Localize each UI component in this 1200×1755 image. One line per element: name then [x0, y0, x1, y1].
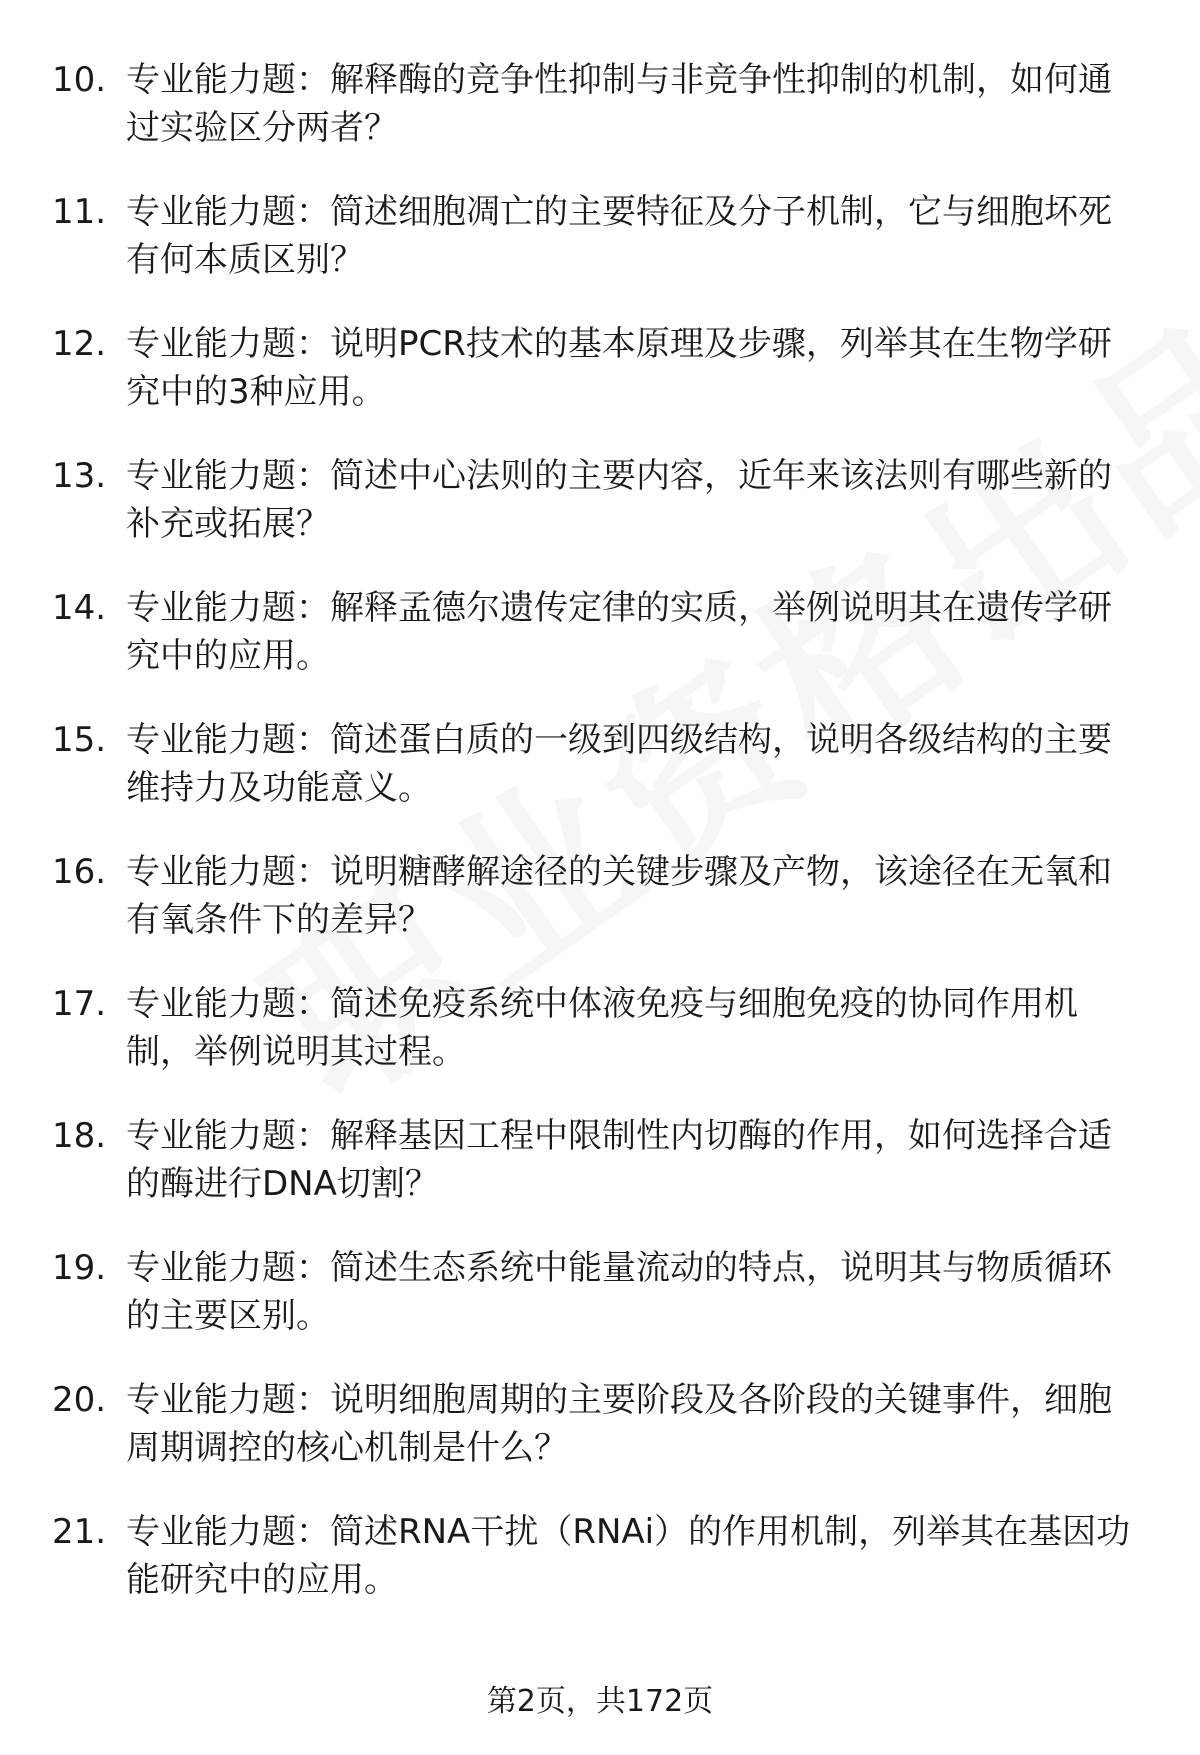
- question-text: 专业能力题：简述细胞凋亡的主要特征及分子机制，它与细胞坏死有何本质区别？: [126, 192, 1112, 280]
- question-number: 15.: [52, 720, 107, 760]
- page-footer: [0, 1682, 1200, 1722]
- question-item: [0, 188, 1200, 320]
- question-text: 专业能力题：简述RNA干扰（RNAi）的作用机制，列举其在基因功能研究中的应用。: [126, 1512, 1131, 1600]
- question-item: [0, 716, 1200, 848]
- question-item: [0, 1244, 1200, 1376]
- question-text: 专业能力题：简述免疫系统中体液免疫与细胞免疫的协同作用机制，举例说明其过程。: [126, 984, 1078, 1072]
- question-list: [0, 56, 1200, 1640]
- question-text: 专业能力题：解释孟德尔遗传定律的实质，举例说明其在遗传学研究中的应用。: [126, 588, 1112, 676]
- question-text: 专业能力题：说明糖酵解途径的关键步骤及产物，该途径在无氧和有氧条件下的差异？: [126, 852, 1112, 940]
- question-item: [0, 980, 1200, 1112]
- question-number: 16.: [52, 852, 107, 892]
- question-number: 21.: [52, 1512, 107, 1552]
- question-number: 13.: [52, 456, 107, 496]
- question-number: 14.: [52, 588, 107, 628]
- question-number: 12.: [52, 324, 107, 364]
- question-item: [0, 1508, 1200, 1640]
- question-number: 18.: [52, 1116, 107, 1156]
- question-item: [0, 1376, 1200, 1508]
- question-text: 专业能力题：说明PCR技术的基本原理及步骤，列举其在生物学研究中的3种应用。: [126, 324, 1112, 412]
- question-item: [0, 1112, 1200, 1244]
- question-number: 10.: [52, 60, 107, 100]
- question-item: [0, 848, 1200, 980]
- question-text: 专业能力题：解释酶的竞争性抑制与非竞争性抑制的机制，如何通过实验区分两者？: [126, 60, 1112, 148]
- question-text: 专业能力题：简述蛋白质的一级到四级结构，说明各级结构的主要维持力及功能意义。: [126, 720, 1112, 808]
- question-text: 专业能力题：说明细胞周期的主要阶段及各阶段的关键事件，细胞周期调控的核心机制是什么？: [126, 1380, 1112, 1468]
- question-number: 11.: [52, 192, 107, 232]
- page-number-label: 第2页，共172页: [486, 1684, 714, 1719]
- question-item: [0, 584, 1200, 716]
- question-text: 专业能力题：简述生态系统中能量流动的特点，说明其与物质循环的主要区别。: [126, 1248, 1112, 1336]
- question-number: 20.: [52, 1380, 107, 1420]
- question-item: [0, 452, 1200, 584]
- question-number: 19.: [52, 1248, 107, 1288]
- question-text: 专业能力题：简述中心法则的主要内容，近年来该法则有哪些新的补充或拓展？: [126, 456, 1112, 544]
- question-item: [0, 320, 1200, 452]
- question-item: [0, 56, 1200, 188]
- question-text: 专业能力题：解释基因工程中限制性内切酶的作用，如何选择合适的酶进行DNA切割？: [126, 1116, 1112, 1204]
- question-number: 17.: [52, 984, 107, 1024]
